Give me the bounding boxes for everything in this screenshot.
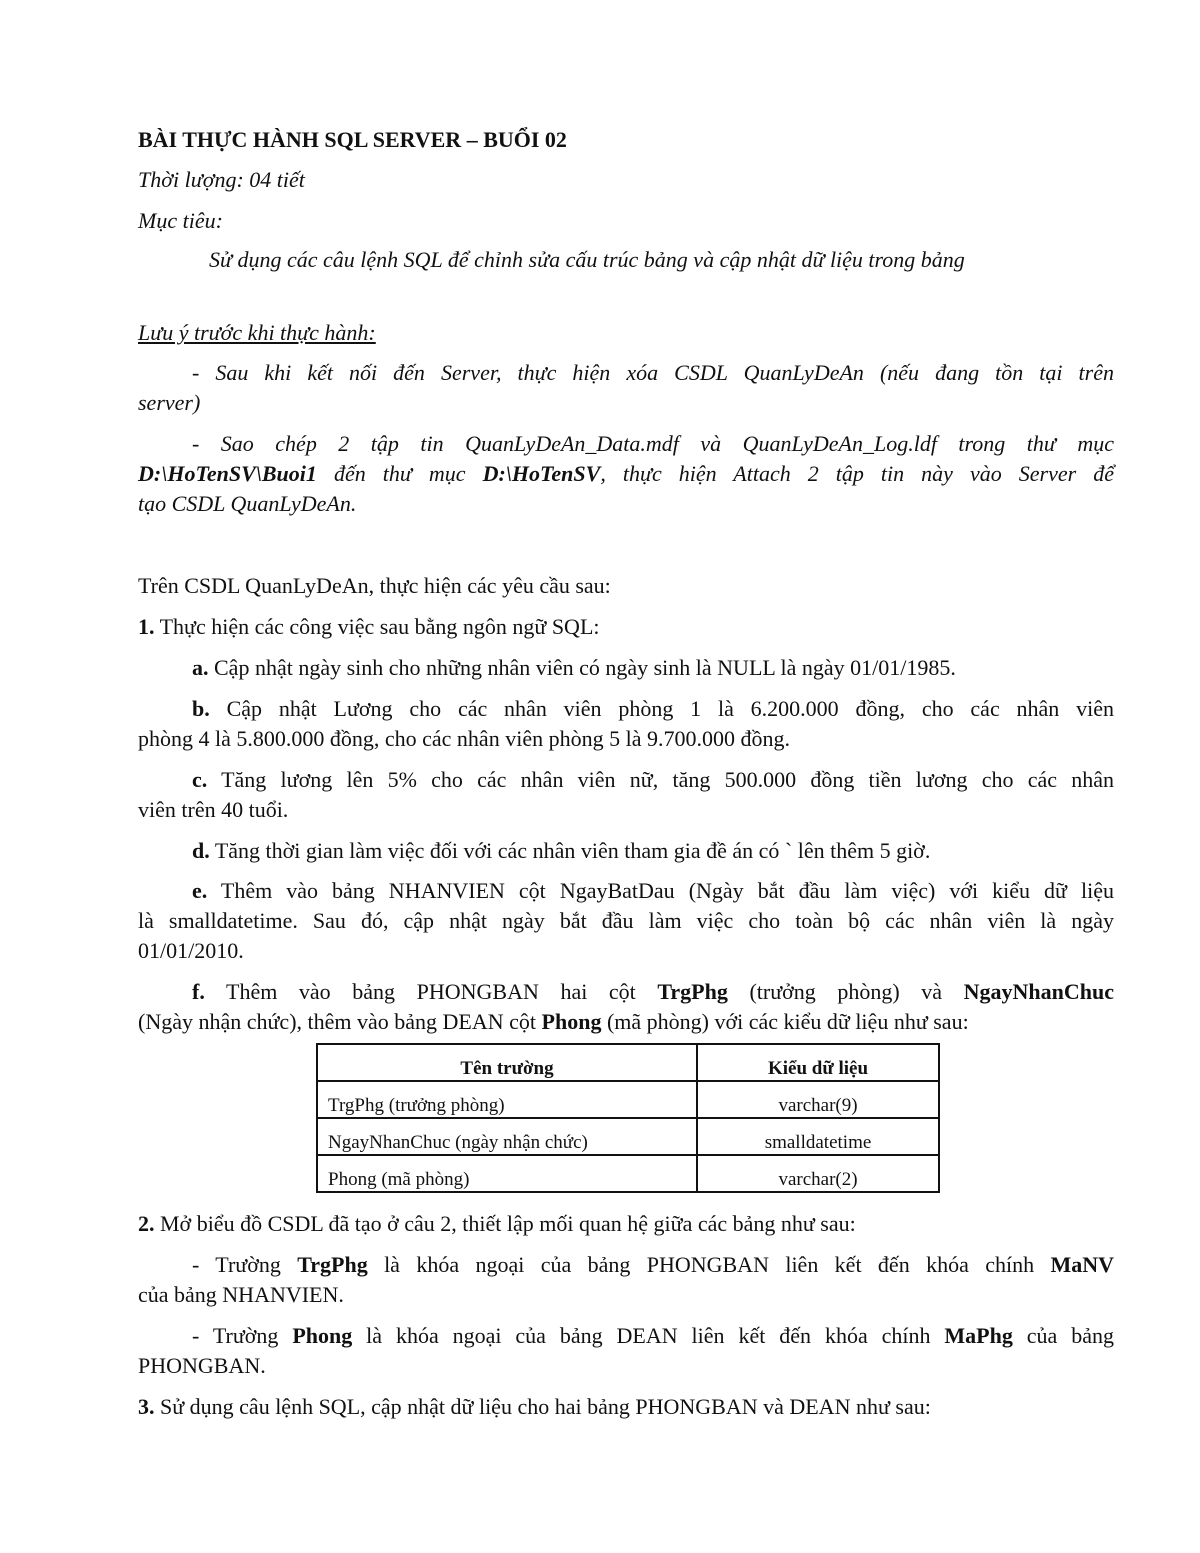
- q2i1-trgphg: TrgPhg: [297, 1252, 368, 1277]
- q2-item2-line2: PHONGBAN.: [138, 1353, 266, 1378]
- q1d-label: d.: [192, 838, 210, 863]
- q1-item-b-line2: phòng 4 là 5.800.000 đồng, cho các nhân viên phòng 5 là 9.700.000 đồng.: [138, 726, 790, 751]
- q2-item2-line1: [192, 1323, 1114, 1349]
- q1-text: Thực hiện các công việc sau bằng ngôn ngữ SQL:: [154, 614, 600, 639]
- q1-item-e-line3: 01/01/2010.: [138, 938, 244, 963]
- q2-item1-line2: của bảng NHANVIEN.: [138, 1282, 344, 1307]
- q2i1-p2: là khóa ngoại của bảng PHONGBAN liên kết đến khóa chính: [367, 1252, 1051, 1277]
- q1f-phong: Phong: [541, 1009, 602, 1034]
- q1f-ngaynhanchuc: NgayNhanChuc: [963, 979, 1114, 1004]
- q1f-label: f.: [192, 979, 205, 1004]
- q1-item-a: [192, 655, 956, 681]
- q1b-text: Cập nhật Lương cho các nhân viên phòng 1 là 6.200.000 đồng, cho các nhân viên: [209, 696, 1114, 721]
- q1e-text: Thêm vào bảng NHANVIEN cột NgayBatDau (Ngày bắt đầu làm việc) với kiểu dữ liệu: [207, 878, 1114, 903]
- table-row: [317, 1118, 939, 1155]
- q1b-label: b.: [192, 696, 210, 721]
- q1f-p2: (trưởng phòng) và: [727, 979, 964, 1004]
- q1-number: 1.: [138, 614, 155, 639]
- q1e-label: e.: [192, 878, 208, 903]
- q2i1-p1: - Trường: [192, 1252, 298, 1277]
- table-cell-field: Phong (mã phòng): [317, 1155, 697, 1192]
- table-row: [317, 1155, 939, 1192]
- table-cell-field: NgayNhanChuc (ngày nhận chức): [317, 1118, 697, 1155]
- table-cell-type: varchar(9): [697, 1081, 939, 1118]
- question-1: [138, 614, 600, 640]
- q2i2-p1: - Trường: [192, 1323, 293, 1348]
- q1d-text: Tăng thời gian làm việc đối với các nhân viên tham gia đề án có ` lên thêm 5 giờ.: [209, 838, 931, 863]
- objective-item: [175, 247, 965, 273]
- q3-number: 3.: [138, 1394, 155, 1419]
- document-title: BÀI THỰC HÀNH SQL SERVER – BUỔI 02: [138, 127, 567, 152]
- table-cell-field: TrgPhg (trưởng phòng): [317, 1081, 697, 1118]
- duration: Thời lượng: 04 tiết: [138, 167, 305, 192]
- note2-rest: , thực hiện Attach 2 tập tin này vào Server để: [600, 461, 1114, 486]
- note2-line1: - Sao chép 2 tập tin QuanLyDeAn_Data.mdf và QuanLyDeAn_Log.ldf trong thư mục: [192, 431, 1114, 456]
- q1a-label: a.: [192, 655, 209, 680]
- q2i1-manv: MaNV: [1050, 1252, 1114, 1277]
- q2i2-maphg: MaPhg: [944, 1323, 1013, 1348]
- table-header-field: Tên trường: [317, 1044, 697, 1081]
- q1-item-e-line1: [192, 878, 1114, 904]
- q1-item-f-line1: [192, 979, 1114, 1005]
- q1a-text: Cập nhật ngày sinh cho những nhân viên có ngày sinh là NULL là ngày 01/01/1985.: [208, 655, 956, 680]
- objective-label: Mục tiêu:: [138, 208, 223, 233]
- question-3: [138, 1394, 931, 1420]
- q1c-label: c.: [192, 767, 208, 792]
- q1-item-d: [192, 838, 930, 864]
- q1-item-b-line1: [192, 696, 1114, 722]
- note1-line1: - Sau khi kết nối đến Server, thực hiện xóa CSDL QuanLyDeAn (nếu đang tồn tại trên: [192, 360, 1114, 385]
- intro: Trên CSDL QuanLyDeAn, thực hiện các yêu cầu sau:: [138, 573, 611, 598]
- q2-number: 2.: [138, 1211, 155, 1236]
- field-types-table: [316, 1043, 940, 1193]
- q1-item-e-line2: là smalldatetime. Sau đó, cập nhật ngày bắt đầu làm việc cho toàn bộ các nhân viên là ngày: [138, 908, 1114, 933]
- q1-item-f-line2: [138, 1009, 969, 1035]
- table-cell-type: smalldatetime: [697, 1118, 939, 1155]
- q1-item-c-line1: [192, 767, 1114, 793]
- path-hotensv: D:\HoTenSV: [482, 461, 601, 486]
- note1-line2: server): [138, 390, 201, 415]
- table-header-row: [317, 1044, 939, 1081]
- table-header-type: Kiểu dữ liệu: [697, 1044, 939, 1081]
- table-row: [317, 1081, 939, 1118]
- path-buoi1: D:\HoTenSV\Buoi1: [138, 461, 317, 486]
- note2-mid: đến thư mục: [316, 461, 483, 486]
- q1f-p1: Thêm vào bảng PHONGBAN hai cột: [204, 979, 658, 1004]
- q2i2-p3: của bảng: [1012, 1323, 1115, 1348]
- q2i2-p2: là khóa ngoại của bảng DEAN liên kết đến khóa chính: [352, 1323, 945, 1348]
- q3-text: Sử dụng câu lệnh SQL, cập nhật dữ liệu cho hai bảng PHONGBAN và DEAN như sau:: [154, 1394, 931, 1419]
- question-2: [138, 1211, 856, 1237]
- q1c-text: Tăng lương lên 5% cho các nhân viên nữ, tăng 500.000 đồng tiền lương cho các nhân: [207, 767, 1114, 792]
- q1f-p4: (mã phòng) với các kiểu dữ liệu như sau:: [601, 1009, 969, 1034]
- q2-item1-line1: [192, 1252, 1114, 1278]
- q1f-trgphg: TrgPhg: [657, 979, 728, 1004]
- table-cell-type: varchar(2): [697, 1155, 939, 1192]
- note-heading: Lưu ý trước khi thực hành:: [138, 320, 376, 345]
- q1f-p3: (Ngày nhận chức), thêm vào bảng DEAN cột: [138, 1009, 542, 1034]
- q2-text: Mở biểu đồ CSDL đã tạo ở câu 2, thiết lập mối quan hệ giữa các bảng như sau:: [154, 1211, 856, 1236]
- q2i2-phong: Phong: [292, 1323, 353, 1348]
- q1-item-c-line2: viên trên 40 tuổi.: [138, 797, 289, 822]
- note2-line3: tạo CSDL QuanLyDeAn.: [138, 491, 357, 516]
- objective-text: Sử dụng các câu lệnh SQL để chỉnh sửa cấu trúc bảng và cập nhật dữ liệu trong bảng: [209, 247, 965, 272]
- note2-line2: [138, 461, 1114, 487]
